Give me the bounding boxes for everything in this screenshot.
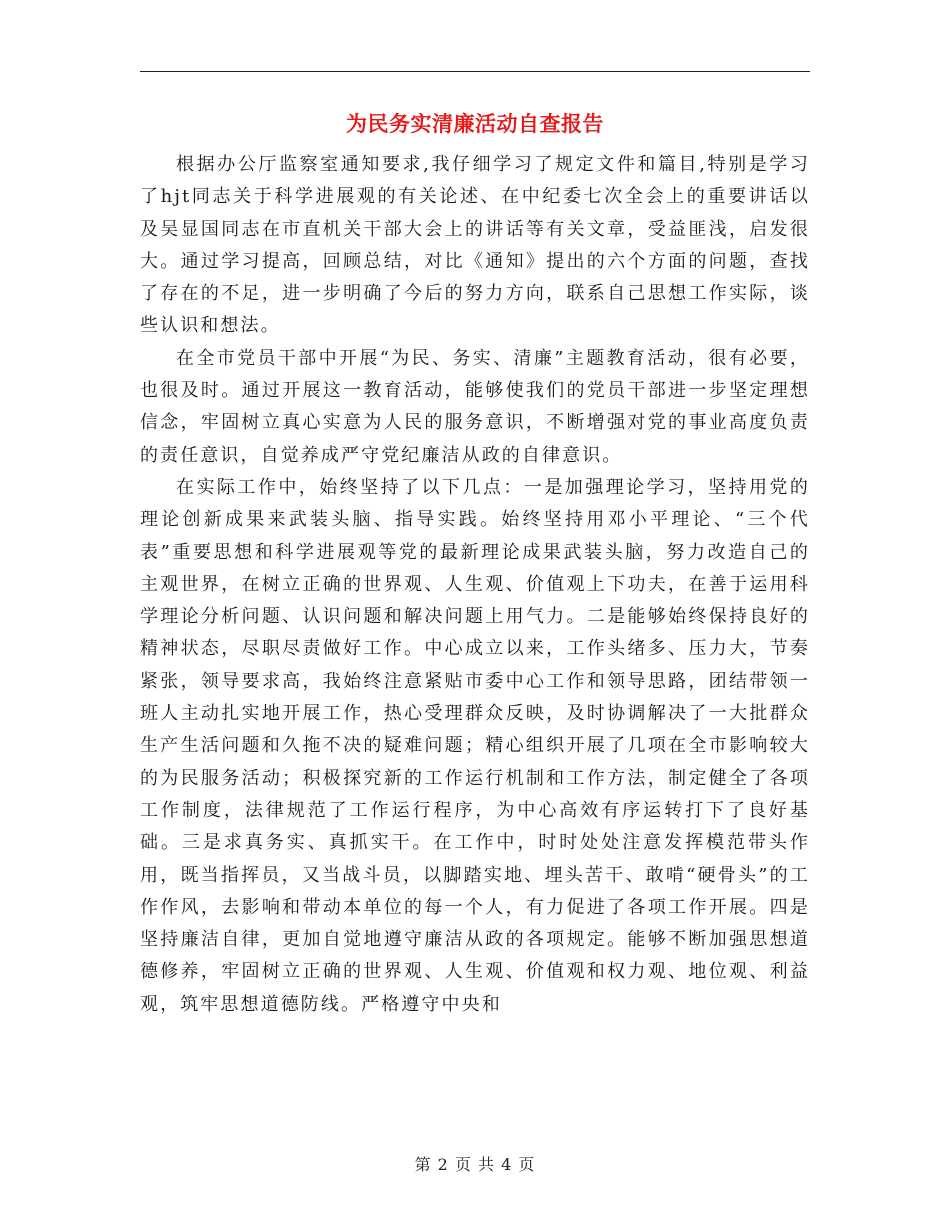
body-paragraph: 在全市党员干部中开展“为民、务实、清廉”主题教育活动，很有必要，也很及时。通过开展这一教育活动，能够使我们的党员干部进一步坚定理想信念，牢固树立真心实意为人民的服务意识，不断增强对党的事业高度负责的责任意识，自觉养成严守党纪廉洁从政的自律意识。 [140, 347, 810, 466]
document-body [140, 149, 810, 1021]
body-paragraph: 根据办公厅监察室通知要求,我仔细学习了规定文件和篇目,特别是学习了hjt同志关于科学进展观的有关论述、在中纪委七次全会上的重要讲话以及吴显国同志在市直机关干部大会上的讲话等有关文章，受益匪浅，启发很大。通过学习提高，回顾总结，对比《通知》提出的六个方面的问题，查找了存在的不足，进一步明确了今后的努力方向，联系自己思想工作实际，谈些认识和想法。 [140, 154, 810, 337]
body-paragraph: 在实际工作中，始终坚持了以下几点：一是加强理论学习，坚持用党的理论创新成果来武装头脑、指导实践。始终坚持用邓小平理论、“三个代表”重要思想和科学进展观等党的最新理论成果武装头脑，努力改造自己的主观世界，在树立正确的世界观、人生观、价值观上下功夫，在善于运用科学理论分析问题、认识问题和解决问题上用气力。二是能够始终保持良好的精神状态，尽职尽责做好工作。中心成立以来，工作头绪多、压力大，节奏紧张，领导要求高，我始终注意紧贴市委中心工作和领导思路，团结带领一班人主动扎实地开展工作，热心受理群众反映，及时协调解决了一大批群众生产生活问题和久拖不决的疑难问题；精心组织开展了几项在全市影响较大的为民服务活动；积极探究新的工作运行机制和工作方法，制定健全了各项工作制度，法律规范了工作运行程序，为中心高效有序运转打下了良好基础。三是求真务实、真抓实干。在工作中，时时处处注意发挥模范带头作用，既当指挥员，又当战斗员，以脚踏实地、埋头苦干、敢啃“硬骨头”的工作作风，去影响和带动本单位的每一个人，有力促进了各项工作开展。四是坚持廉洁自律，更加自觉地遵守廉洁从政的各项规定。能够不断加强思想道德修养，牢固树立正确的世界观、人生观、价值观和权力观、地位观、利益观，筑牢思想道德防线。严格遵守中央和 [140, 476, 810, 1015]
header-rule [140, 71, 810, 72]
document-title: 为民务实清廉活动自查报告 [346, 112, 604, 136]
page-number-footer: 第 2 页 共 4 页 [414, 1155, 536, 1174]
